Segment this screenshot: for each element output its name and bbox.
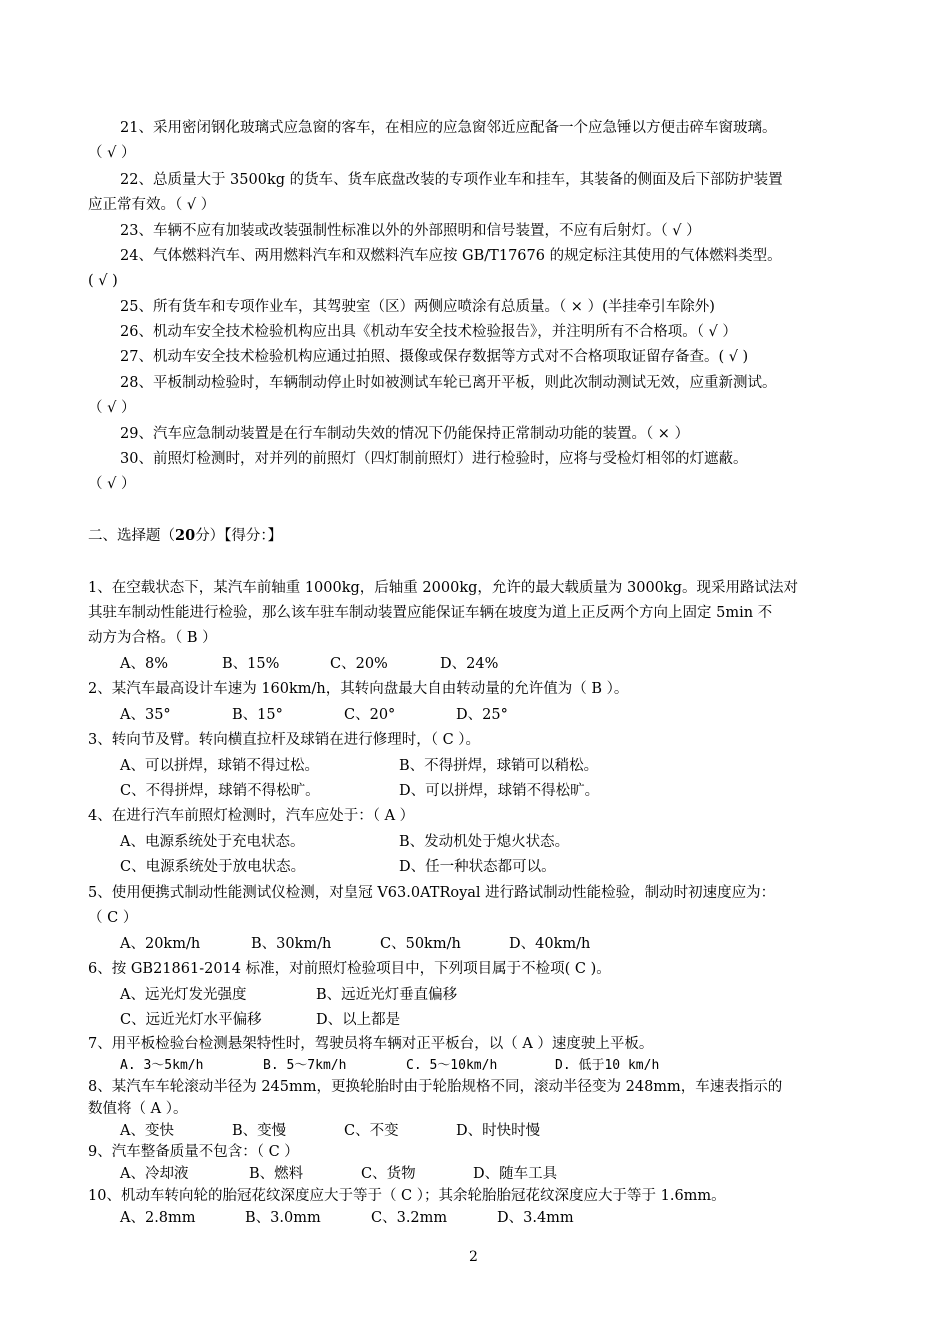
mc-question-8-line2: 数值将（ A ）。 (88, 1101, 188, 1117)
mc-question-4: 4、在进行汽车前照灯检测时，汽车应处于：（ A ） (88, 808, 415, 824)
mc-7-option-c: C. 5～10km/h (406, 1058, 498, 1073)
section-heading: 二、选择题（20分）【得分：】 (88, 527, 283, 544)
mc-6-option-c: C、远近光灯水平偏移 (120, 1012, 262, 1028)
question-25-line1: 25、所有货车和专项作业车，其驾驶室（区）两侧应喷涂有总质量。（ × ）(半挂牵引车除外) (120, 299, 715, 315)
question-21-line1: 21、采用密闭钢化玻璃式应急窗的客车，在相应的应急窗邻近应配备一个应急锤以方便击碎车窗玻璃。 (120, 120, 777, 136)
mc-question-1-line2: 其驻车制动性能进行检验，那么该车驻车制动装置应能保证车辆在坡度为道上正反两个方向上固定 5min 不 (88, 605, 773, 621)
mc-10-option-b: B、3.0mm (245, 1210, 321, 1226)
page-number: 2 (469, 1249, 478, 1265)
mc-2-option-b: B、15° (232, 707, 283, 723)
mc-6-option-d: D、以上都是 (316, 1012, 401, 1028)
mc-3-option-d: D、可以拼焊，球销不得松旷。 (399, 783, 600, 799)
mc-3-option-a: A、可以拼焊，球销不得过松。 (120, 758, 319, 774)
mc-8-option-d: D、时快时慢 (456, 1123, 541, 1139)
question-30-line1: 30、前照灯检测时，对并列的前照灯（四灯制前照灯）进行检验时，应将与受检灯相邻的灯遮蔽。 (120, 451, 748, 467)
mc-question-10: 10、机动车转向轮的胎冠花纹深度应大于等于（ C ）；其余轮胎胎冠花纹深度应大于等于 1.6mm。 (88, 1188, 726, 1204)
mc-9-option-c: C、货物 (361, 1166, 416, 1182)
mc-question-1-line1: 1、在空载状态下，某汽车前轴重 1000kg，后轴重 2000kg，允许的最大载质量为 3000kg。现采用路试法对 (88, 580, 798, 596)
question-22-line1: 22、总质量大于 3500kg 的货车、货车底盘改装的专项作业车和挂车，其装备的侧面及后下部防护装置 (120, 172, 783, 188)
mc-5-option-a: A、20km/h (120, 936, 201, 952)
mc-10-option-d: D、3.4mm (497, 1210, 574, 1226)
question-28-line1: 28、平板制动检验时，车辆制动停止时如被测试车轮已离开平板，则此次制动测试无效，应重新测试。 (120, 375, 777, 391)
mc-4-option-c: C、电源系统处于放电状态。 (120, 859, 306, 875)
question-27-line1: 27、机动车安全技术检验机构应通过拍照、摄像或保存数据等方式对不合格项取证留存备查。( √ ) (120, 349, 749, 365)
mc-3-option-c: C、不得拼焊，球销不得松旷。 (120, 783, 320, 799)
mc-1-option-b: B、15% (222, 656, 280, 672)
mc-question-2: 2、某汽车最高设计车速为 160km/h，其转向盘最大自由转动量的允许值为（ B ）。 (88, 681, 629, 697)
question-26-line1: 26、机动车安全技术检验机构应出具《机动车安全技术检验报告》，并注明所有不合格项。（ √ ） (120, 324, 737, 340)
question-30-answer: （ √ ） (88, 476, 136, 492)
mc-5-option-b: B、30km/h (251, 936, 332, 952)
mc-1-option-c: C、20% (330, 656, 388, 672)
question-29-line1: 29、汽车应急制动装置是在行车制动失效的情况下仍能保持正常制动功能的装置。（ × ） (120, 426, 690, 442)
question-28-answer: （ √ ） (88, 400, 136, 416)
mc-question-9: 9、汽车整备质量不包含：（ C ） (88, 1144, 299, 1160)
mc-10-option-a: A、2.8mm (120, 1210, 196, 1226)
mc-6-option-b: B、远近光灯垂直偏移 (316, 987, 458, 1003)
mc-9-option-d: D、随车工具 (473, 1166, 558, 1182)
mc-5-option-d: D、40km/h (509, 936, 591, 952)
mc-3-option-b: B、不得拼焊，球销可以稍松。 (399, 758, 599, 774)
section-score: 20 (175, 527, 196, 544)
question-24-answer: ( √ ) (88, 273, 118, 289)
mc-5-option-c: C、50km/h (380, 936, 461, 952)
mc-2-option-d: D、25° (456, 707, 508, 723)
mc-1-option-a: A、8% (120, 656, 168, 672)
question-22-line2: 应正常有效。（ √ ） (88, 197, 216, 213)
mc-4-option-b: B、发动机处于熄火状态。 (399, 834, 570, 850)
mc-8-option-b: B、变慢 (232, 1123, 287, 1139)
mc-question-6: 6、按 GB21861-2014 标准，对前照灯检验项目中，下列项目属于不检项( C )。 (88, 961, 611, 977)
mc-question-7: 7、用平板检验台检测悬架特性时，驾驶员将车辆对正平板台，以（ A ）速度驶上平板。 (88, 1036, 654, 1052)
mc-8-option-a: A、变快 (120, 1123, 174, 1139)
mc-question-1-line3: 动方为合格。（ B ） (88, 630, 217, 646)
mc-7-option-a: A. 3～5km/h (120, 1058, 204, 1073)
mc-question-5-line1: 5、使用便携式制动性能测试仪检测，对皇冠 V63.0ATRoyal 进行路试制动性能检验，制动时初速度应为： (88, 885, 776, 901)
mc-9-option-a: A、冷却液 (120, 1166, 189, 1182)
mc-4-option-d: D、任一种状态都可以。 (399, 859, 556, 875)
mc-6-option-a: A、远光灯发光强度 (120, 987, 247, 1003)
mc-4-option-a: A、电源系统处于充电状态。 (120, 834, 305, 850)
mc-2-option-a: A、35° (120, 707, 171, 723)
mc-question-8-line1: 8、某汽车车轮滚动半径为 245mm，更换轮胎时由于轮胎规格不同，滚动半径变为 248mm，车速表指示的 (88, 1079, 783, 1095)
mc-7-option-b: B. 5～7km/h (263, 1058, 347, 1073)
mc-9-option-b: B、燃料 (249, 1166, 304, 1182)
question-23-line1: 23、车辆不应有加装或改装强制性标准以外的外部照明和信号装置，不应有后射灯。（ √ ） (120, 223, 701, 239)
mc-1-option-d: D、24% (440, 656, 499, 672)
mc-7-option-d: D. 低于10 km/h (555, 1058, 660, 1073)
mc-2-option-c: C、20° (344, 707, 396, 723)
question-24-line1: 24、气体燃料汽车、两用燃料汽车和双燃料汽车应按 GB/T17676 的规定标注其使用的气体燃料类型。 (120, 248, 782, 264)
mc-question-3: 3、转向节及臂。转向横直拉杆及球销在进行修理时，（ C ）。 (88, 732, 481, 748)
question-21-answer: （ √ ） (88, 145, 136, 161)
mc-8-option-c: C、不变 (344, 1123, 399, 1139)
mc-10-option-c: C、3.2mm (371, 1210, 448, 1226)
mc-question-5-line2: （ C ） (88, 910, 138, 926)
